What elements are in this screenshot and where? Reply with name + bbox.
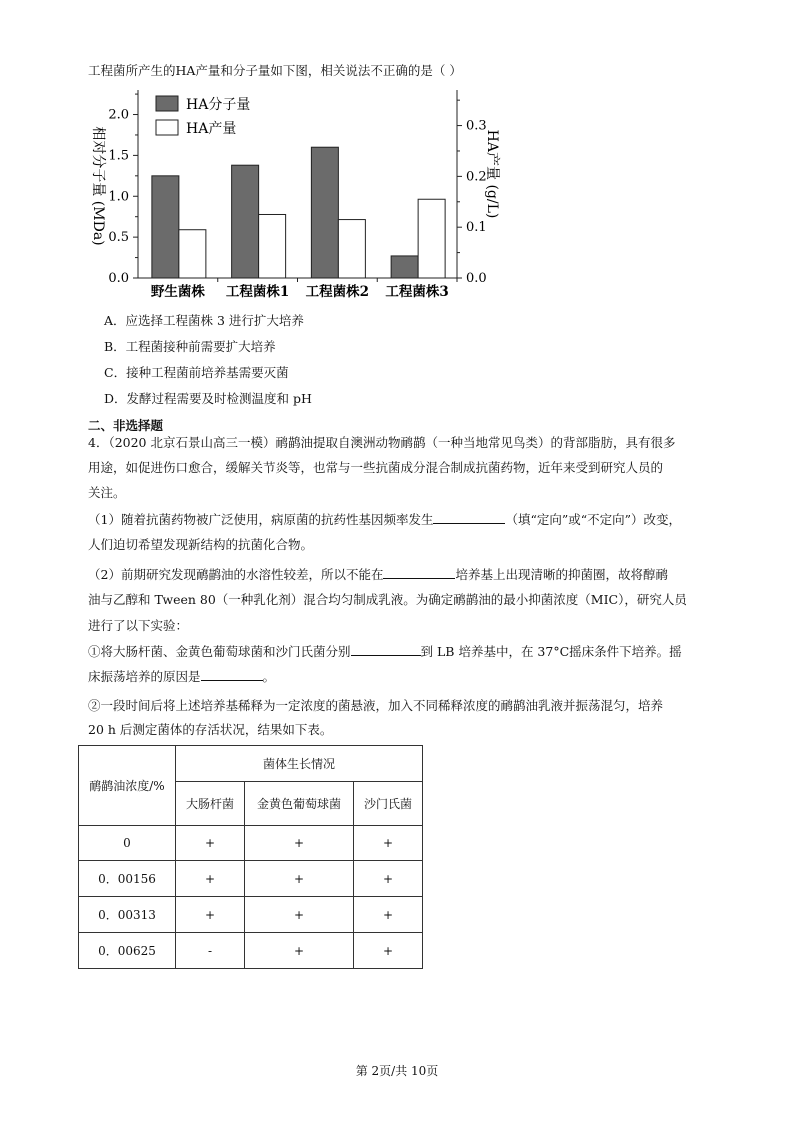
q4-part2-line3: 进行了以下实验：	[88, 618, 189, 633]
step1-text-before: ①将大肠杆菌、金黄色葡萄球菌和沙门氏菌分别	[88, 644, 351, 659]
table-row	[79, 933, 423, 969]
table-row	[79, 826, 423, 861]
bacteria-header-staph: 金黄色葡萄球菌	[245, 782, 354, 826]
growth-cell: +	[176, 861, 245, 897]
x-category-label: 工程菌株3	[385, 284, 449, 300]
left-tick-label: 0.5	[108, 230, 129, 246]
y-axis-title: 相对分子量 (MDa)	[90, 126, 106, 246]
step1-line2-text-after: 。	[262, 669, 276, 684]
legend-swatch	[156, 120, 178, 135]
question-stem: 工程菌所产生的HA产量和分子量如下图，相关说法不正确的是（ ）	[88, 63, 462, 78]
results-table	[78, 745, 423, 969]
x-category-label: 野生菌株	[150, 284, 205, 300]
growth-header-cell: 菌体生长情况	[176, 746, 423, 782]
growth-cell: +	[354, 826, 423, 861]
q4-part2	[88, 566, 668, 583]
answer-blank-2[interactable]	[383, 566, 455, 579]
step1-line2-text-before: 床振荡培养的原因是	[88, 669, 201, 684]
bar-ha-yield	[179, 230, 206, 278]
conc-cell: 0．00625	[79, 933, 176, 969]
q4-part1	[88, 511, 681, 528]
q4-part1-line2: 人们迫切希望发现新结构的抗菌化合物。	[88, 537, 314, 552]
right-tick-label: 0.0	[466, 271, 487, 286]
q4-part2-text-after: 培养基上出现清晰的抑菌圈，故将醇鸸	[455, 567, 668, 582]
growth-cell: +	[176, 826, 245, 861]
table-row	[79, 861, 423, 897]
growth-cell: +	[354, 933, 423, 969]
section-title: 二、非选择题	[88, 418, 164, 433]
bacteria-header-ecoli: 大肠杆菌	[176, 782, 245, 826]
growth-cell: +	[245, 826, 354, 861]
step1-line2	[88, 668, 275, 685]
bar-chart	[80, 84, 520, 314]
growth-cell: +	[245, 897, 354, 933]
bar-ha-molecular-weight	[391, 256, 418, 278]
legend-label: HA分子量	[186, 97, 251, 113]
y2-axis-title: HA产量 (g/L)	[484, 129, 500, 219]
option-a: A．应选择工程菌株 3 进行扩大培养	[104, 313, 304, 328]
page-footer: 第 2页/共 10页	[355, 1064, 439, 1078]
option-b: B．工程菌接种前需要扩大培养	[104, 339, 276, 354]
x-category-label: 工程菌株2	[305, 284, 370, 300]
conc-cell: 0．00156	[79, 861, 176, 897]
bar-ha-molecular-weight	[232, 165, 259, 278]
step1-text-after: 到 LB 培养基中，在 37°C摇床条件下培养。摇	[420, 644, 682, 659]
left-tick-label: 1.0	[108, 189, 129, 205]
table-row	[79, 897, 423, 933]
growth-cell: -	[176, 933, 245, 969]
answer-blank-3[interactable]	[351, 643, 421, 656]
q4-part1-text-after: （填“定向”或“不定向”）改变，	[505, 512, 682, 527]
growth-cell: +	[245, 933, 354, 969]
left-tick-label: 2.0	[108, 107, 129, 123]
left-tick-label: 0.0	[108, 271, 129, 286]
q4-line2: 用途，如促进伤口愈合，缓解关节炎等，也常与一些抗菌成分混合制成抗菌药物，近年来受到研究人员的	[88, 460, 664, 475]
growth-cell: +	[354, 897, 423, 933]
step1-line1	[88, 643, 682, 660]
step2-line1: ②一段时间后将上述培养基稀释为一定浓度的菌悬液，加入不同稀释浓度的鸸鹋油乳液并振荡混匀，培养	[88, 698, 664, 713]
bacteria-header-salmonella: 沙门氏菌	[354, 782, 423, 826]
right-tick-label: 0.1	[466, 220, 487, 236]
conc-header-cell: 鸸鹋油浓度/%	[79, 746, 176, 826]
q4-line3: 关注。	[88, 485, 126, 500]
option-d: D．发酵过程需要及时检测温度和 pH	[104, 391, 312, 406]
conc-cell: 0	[79, 826, 176, 861]
growth-cell: +	[354, 861, 423, 897]
legend-swatch	[156, 96, 178, 111]
bar-ha-yield	[418, 199, 445, 278]
right-tick-label: 0.3	[466, 118, 487, 134]
bar-ha-yield	[338, 220, 365, 278]
growth-cell: +	[245, 861, 354, 897]
growth-cell: +	[176, 897, 245, 933]
answer-blank-4[interactable]	[201, 668, 263, 681]
table-header-row	[79, 746, 423, 782]
q4-part2-line2: 油与乙醇和 Tween 80（一种乳化剂）混合均匀制成乳液。为确定鸸鹋油的最小抑菌浓度（MIC），研究人员	[88, 592, 687, 607]
x-category-label: 工程菌株1	[225, 284, 290, 300]
answer-blank-1[interactable]	[433, 511, 505, 524]
bar-ha-molecular-weight	[311, 147, 338, 278]
legend-label: HA产量	[186, 121, 237, 137]
conc-cell: 0．00313	[79, 897, 176, 933]
step2-line2: 20 h 后测定菌体的存活状况，结果如下表。	[88, 722, 333, 737]
option-c: C．接种工程菌前培养基需要灭菌	[104, 365, 289, 380]
q4-part1-text-before: （1）随着抗菌药物被广泛使用，病原菌的抗药性基因频率发生	[88, 512, 434, 527]
bar-ha-yield	[259, 214, 286, 278]
q4-part2-text-before: （2）前期研究发现鸸鹋油的水溶性较差，所以不能在	[88, 567, 384, 582]
q4-line1: 4．（2020 北京石景山高三一模）鸸鹋油提取自澳洲动物鸸鹋（一种当地常见鸟类）的背部脂肪，具有很多	[88, 435, 676, 450]
bar-ha-molecular-weight	[152, 176, 179, 278]
right-tick-label: 0.2	[466, 169, 487, 185]
left-tick-label: 1.5	[108, 148, 129, 164]
